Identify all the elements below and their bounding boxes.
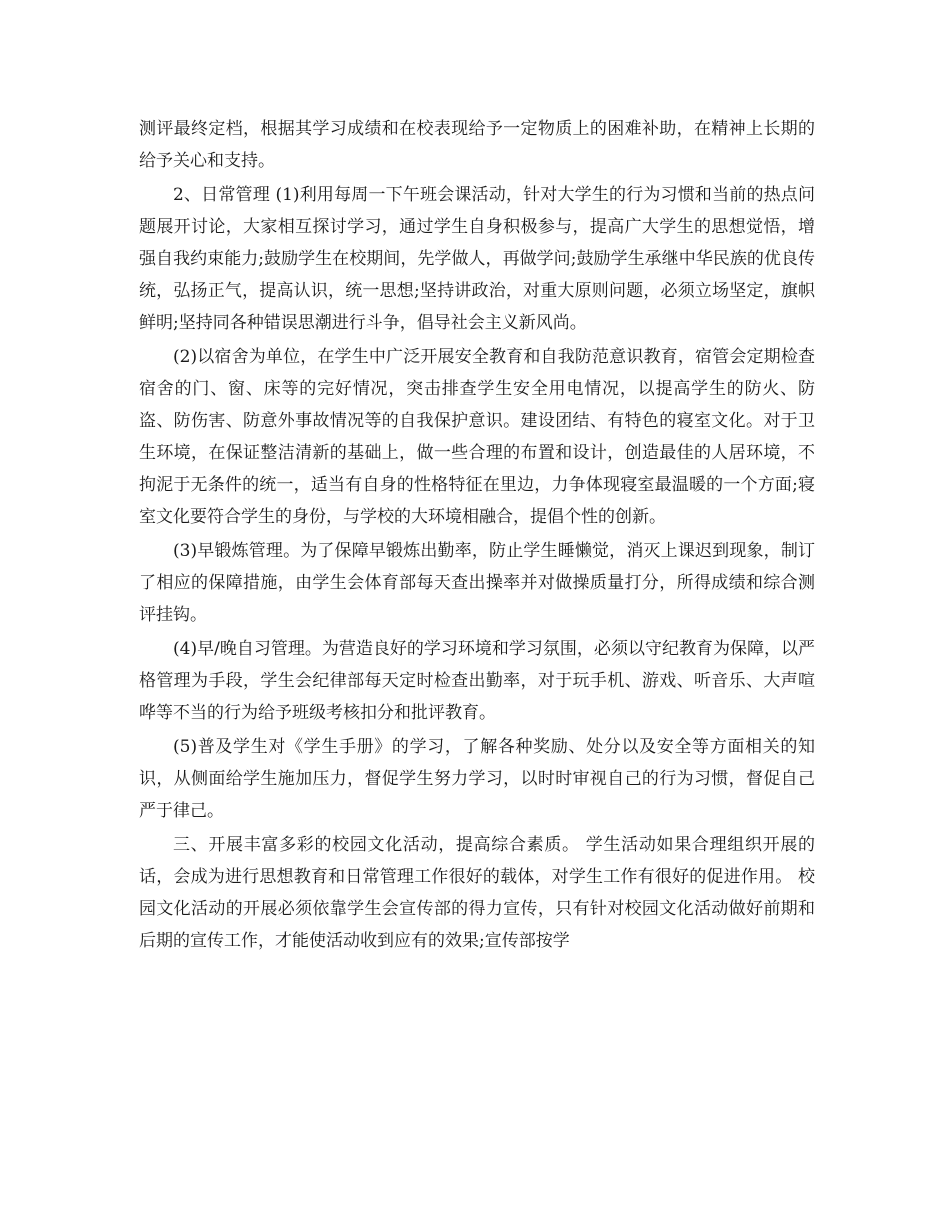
paragraph-2: 2、日常管理 (1)利用每周一下午班会课活动，针对大学生的行为习惯和当前的热点问题展开讨论，大家相互探讨学习，通过学生自身积极参与，提高广大学生的思想觉悟，增强自我约束能力;鼓励学生在校期间，先学做人，再做学问;鼓励学生承继中华民族的优良传统，弘扬正气，提高认识，统一思想;坚持讲政治，对重大原则问题，必须立场坚定，旗帜鲜明;坚持同各种错误思潮进行斗争，倡导社会主义新风尚。: [139, 185, 815, 333]
paragraph-5: (4)早/晚自习管理。为营造良好的学习环境和学习氛围，必须以守纪教育为保障，以严格管理为手段，学生会纪律部每天定时检查出勤率，对于玩手机、游戏、听音乐、大声喧哗等不当的行为给予班级考核扣分和批评教育。: [139, 639, 815, 723]
paragraph-1: 测评最终定档，根据其学习成绩和在校表现给予一定物质上的困难补助，在精神上长期的给予关心和支持。: [139, 119, 815, 171]
paragraph-3: (2)以宿舍为单位，在学生中广泛开展安全教育和自我防范意识教育，宿管会定期检查宿舍的门、窗、床等的完好情况，突击排查学生安全用电情况，以提高学生的防火、防盗、防伤害、防意外事故情况等的自我保护意识。建设团结、有特色的寝室文化。对于卫生环境，在保证整洁清新的基础上，做一些合理的布置和设计，创造最佳的人居环境，不拘泥于无条件的统一，适当有自身的性格特征在里边，力争体现寝室最温暖的一个方面;寝室文化要符合学生的身份，与学校的大环境相融合，提倡个性的创新。: [139, 347, 815, 527]
paragraph-6: (5)普及学生对《学生手册》的学习，了解各种奖励、处分以及安全等方面相关的知识，从侧面给学生施加压力，督促学生努力学习，以时时审视自己的行为习惯，督促自己严于律己。: [139, 737, 815, 821]
document-page: [139, 113, 815, 959]
paragraph-4: (3)早锻炼管理。为了保障早锻炼出勤率，防止学生睡懒觉，消灭上课迟到现象，制订了相应的保障措施，由学生会体育部每天查出操率并对做操质量打分，所得成绩和综合测评挂钩。: [139, 541, 815, 625]
paragraph-7: 三、开展丰富多彩的校园文化活动，提高综合素质。 学生活动如果合理组织开展的话，会成为进行思想教育和日常管理工作很好的载体，对学生工作有很好的促进作用。 校园文化活动的开展必须依靠学生会宣传部的得力宣传，只有针对校园文化活动做好前期和后期的宣传工作，才能使活动收到应有的效果;宣传部按学: [139, 835, 815, 951]
